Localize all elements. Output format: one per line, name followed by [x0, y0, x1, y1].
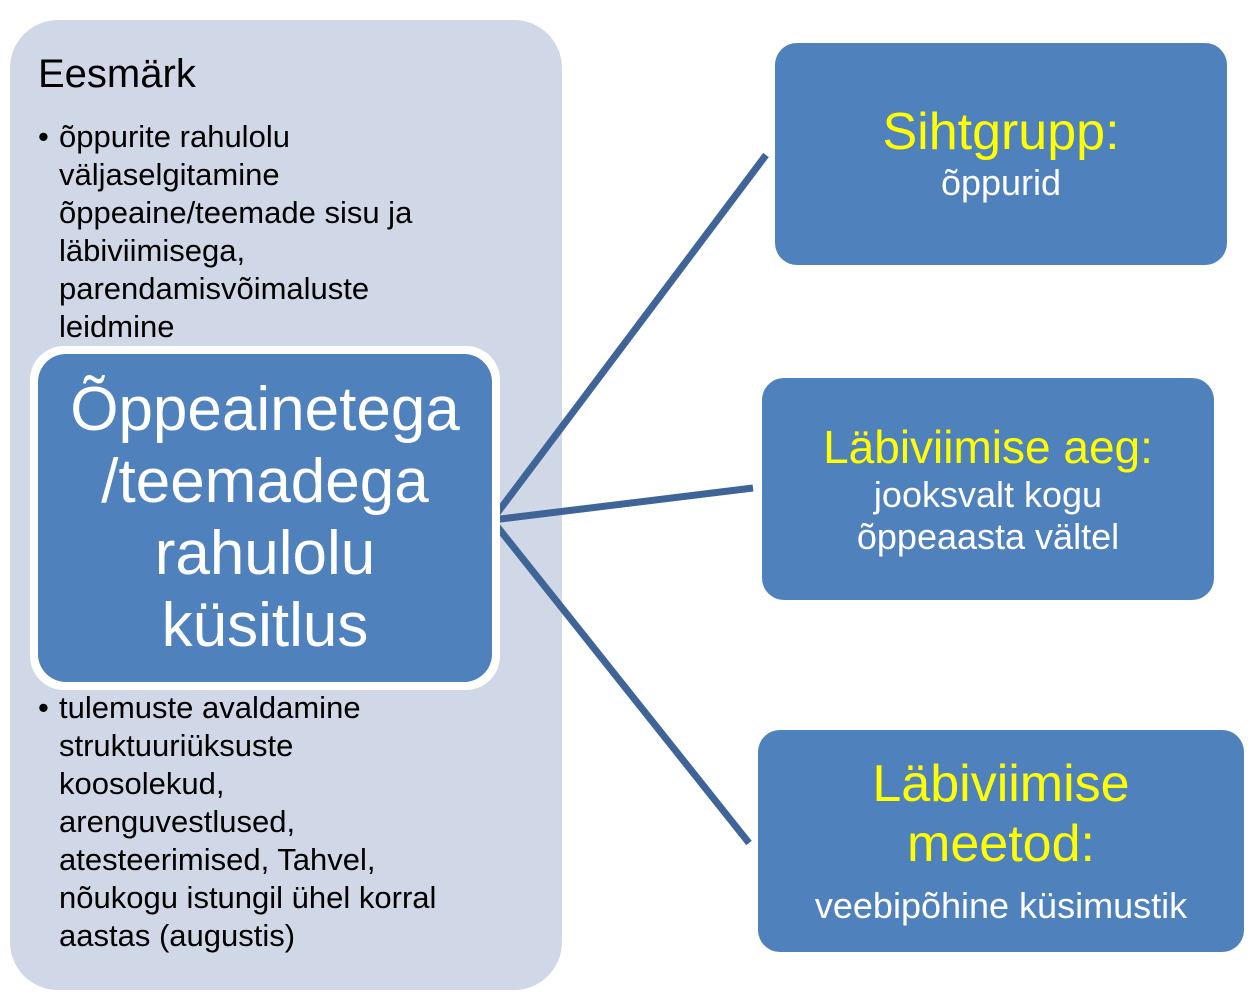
result-line: struktuuriüksuste — [59, 728, 294, 763]
result-line: atesteerimised, Tahvel, — [59, 842, 376, 877]
method-title-line: Läbiviimise — [872, 755, 1130, 813]
timing-title: Läbiviimise aeg: — [823, 421, 1153, 473]
result-line: nõukogu istungil ühel korral — [59, 880, 437, 915]
result-line: tulemuste avaldamine — [59, 690, 361, 725]
method-title-line: meetod: — [907, 815, 1095, 873]
goal-line: väljaselgitamine — [59, 157, 280, 192]
survey-title — [38, 354, 492, 682]
survey-title-line: /teemadega — [101, 447, 429, 516]
result-line: arenguvestlused, — [59, 804, 296, 839]
target-group-box — [775, 43, 1227, 265]
method-box — [758, 730, 1244, 952]
survey-center-node — [30, 346, 500, 690]
goal-bullet-item — [38, 118, 508, 346]
goal-bullet-list — [38, 118, 508, 346]
goal-line: õppurite rahulolu — [59, 119, 290, 154]
result-bullet-item — [38, 689, 538, 955]
goal-heading: Eesmärk — [38, 52, 196, 96]
result-line: aastas (augustis) — [59, 918, 296, 953]
survey-title-line: Õppeainetega — [70, 375, 460, 444]
survey-title-line: rahulolu — [154, 519, 376, 588]
target-group-value: õppurid — [940, 162, 1062, 203]
timing-value-line: jooksvalt kogu — [873, 474, 1103, 515]
goal-line: leidmine — [59, 309, 175, 344]
method-value: veebipõhine küsimustik — [814, 885, 1188, 926]
target-group-title: Sihtgrupp: — [882, 103, 1120, 161]
survey-title-line: küsitlus — [161, 591, 369, 660]
goal-line: parendamisvõimaluste — [59, 271, 370, 306]
timing-value-line: õppeaasta vältel — [856, 516, 1120, 557]
timing-box — [762, 378, 1214, 600]
goal-line: läbiviimisega, — [59, 233, 246, 268]
result-bullet-list — [38, 689, 538, 955]
goal-line: õppeaine/teemade sisu ja — [59, 195, 413, 230]
result-line: koosolekud, — [59, 766, 225, 801]
